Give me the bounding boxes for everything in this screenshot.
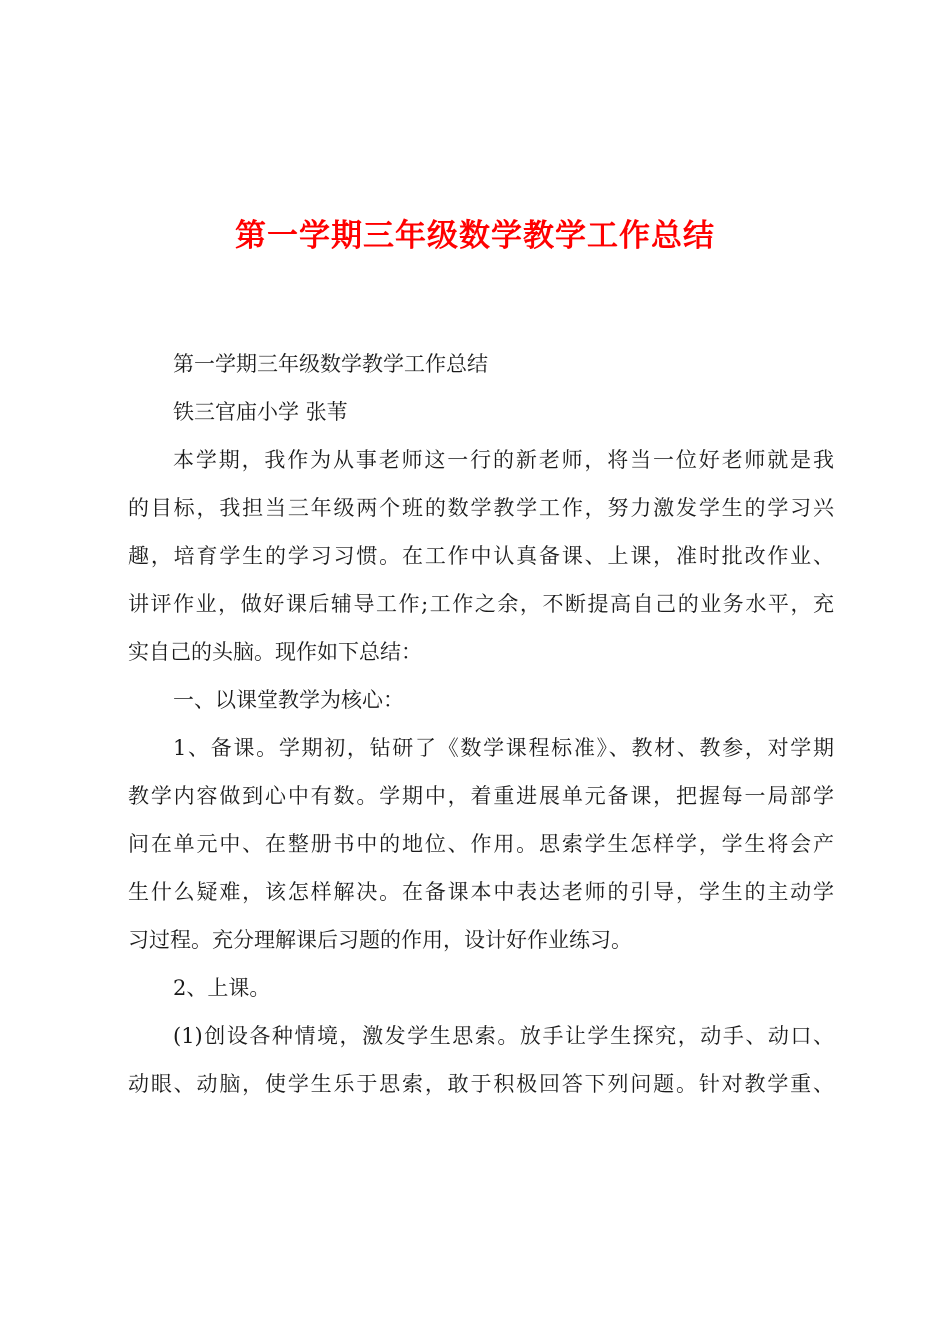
paragraph-line: 生什么疑难，该怎样解决。在备课本中表达老师的引导，学生的主动学 bbox=[128, 880, 834, 904]
paragraph-line: 铁三官庙小学 张苇 bbox=[173, 400, 348, 424]
paragraph-line: 的目标，我担当三年级两个班的数学教学工作，努力激发学生的学习兴 bbox=[128, 496, 834, 520]
paragraph-line: 2、上课。 bbox=[173, 976, 271, 1000]
paragraph-line: 习过程。充分理解课后习题的作用，设计好作业练习。 bbox=[128, 928, 632, 952]
paragraph-line: 实自己的头脑。现作如下总结： bbox=[128, 640, 422, 664]
paragraph-line: 趣，培育学生的学习习惯。在工作中认真备课、上课，准时批改作业、 bbox=[128, 544, 834, 568]
paragraph-line: 问在单元中、在整册书中的地位、作用。思索学生怎样学，学生将会产 bbox=[128, 832, 834, 856]
document-body bbox=[128, 340, 834, 1108]
paragraph-line: 教学内容做到心中有数。学期中，着重进展单元备课，把握每一局部学 bbox=[128, 784, 834, 808]
paragraph-line: 第一学期三年级数学教学工作总结 bbox=[173, 352, 488, 376]
paragraph-line: 动眼、动脑，使学生乐于思索，敢于积极回答下列问题。针对教学重、 bbox=[128, 1072, 834, 1096]
paragraph-line: 一、以课堂教学为核心： bbox=[173, 688, 404, 712]
paragraph-line: 1、备课。学期初，钻研了《数学课程标准》、教材、教参，对学期 bbox=[173, 736, 834, 760]
paragraph-line: (1)创设各种情境，激发学生思索。放手让学生探究，动手、动口、 bbox=[173, 1024, 834, 1048]
document-title: 第一学期三年级数学教学工作总结 bbox=[235, 218, 715, 254]
paragraph-line: 讲评作业，做好课后辅导工作;工作之余，不断提高自己的业务水平，充 bbox=[128, 592, 834, 616]
paragraph-line: 本学期，我作为从事老师这一行的新老师，将当一位好老师就是我 bbox=[173, 448, 834, 472]
